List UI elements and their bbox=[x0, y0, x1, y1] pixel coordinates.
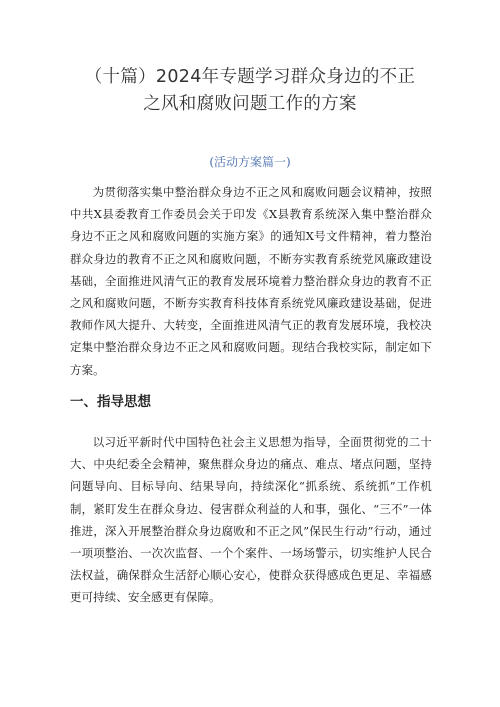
section-heading-guiding-ideology: 一、指导思想 bbox=[70, 394, 151, 410]
title-line-2: 之风和腐败问题工作的方案 bbox=[143, 94, 357, 114]
document-title bbox=[40, 64, 460, 118]
intro-paragraph: 为贯彻落实集中整治群众身边不正之风和腐败问题会议精神，按照中共X县委教育工作委员会关于印发《X县教育系统深入集中整治群众身边不正之风和腐败问题的实施方案》的通知X号文件精神，着力整治群众身边的教育不正之风和腐败问题，不断夯实教育系统党风廉政建设基础，全面推进风清气正的教育发展环境着力整治群众身边的教育不正之风和腐败问题，不断夯实教育科技体育系统党风廉政建设基础，促进教师作风大提升、大转变，全面推进风清气正的教育发展环境，我校决定集中整治群众身边不正之风和腐败问题。现结合我校实际，制定如下方案。 bbox=[70, 185, 432, 377]
document-subtitle: (活动方案篇一) bbox=[209, 155, 291, 169]
guiding-ideology-paragraph: 以习近平新时代中国特色社会主义思想为指导，全面贯彻党的二十大、中央纪委全会精神，聚焦群众身边的痛点、难点、堵点问题，坚持问题导向、目标导向、结果导向，持续深化“抓系统、系统抓”工作机制，紧盯发生在群众身边、侵害群众利益的人和事，强化、“三不”一体推进，深入开展整治群众身边腐败和不正之风”保民生行动”行动，通过一项项整治、一次次监督、一个个案件、一场场警示，切实维护人民合法权益，确保群众生活舒心顺心安心，使群众获得感成色更足、幸福感更可持续、安全感更有保障。 bbox=[70, 435, 432, 605]
title-line-1: （十篇）2024年专题学习群众身边的不正 bbox=[84, 67, 416, 87]
